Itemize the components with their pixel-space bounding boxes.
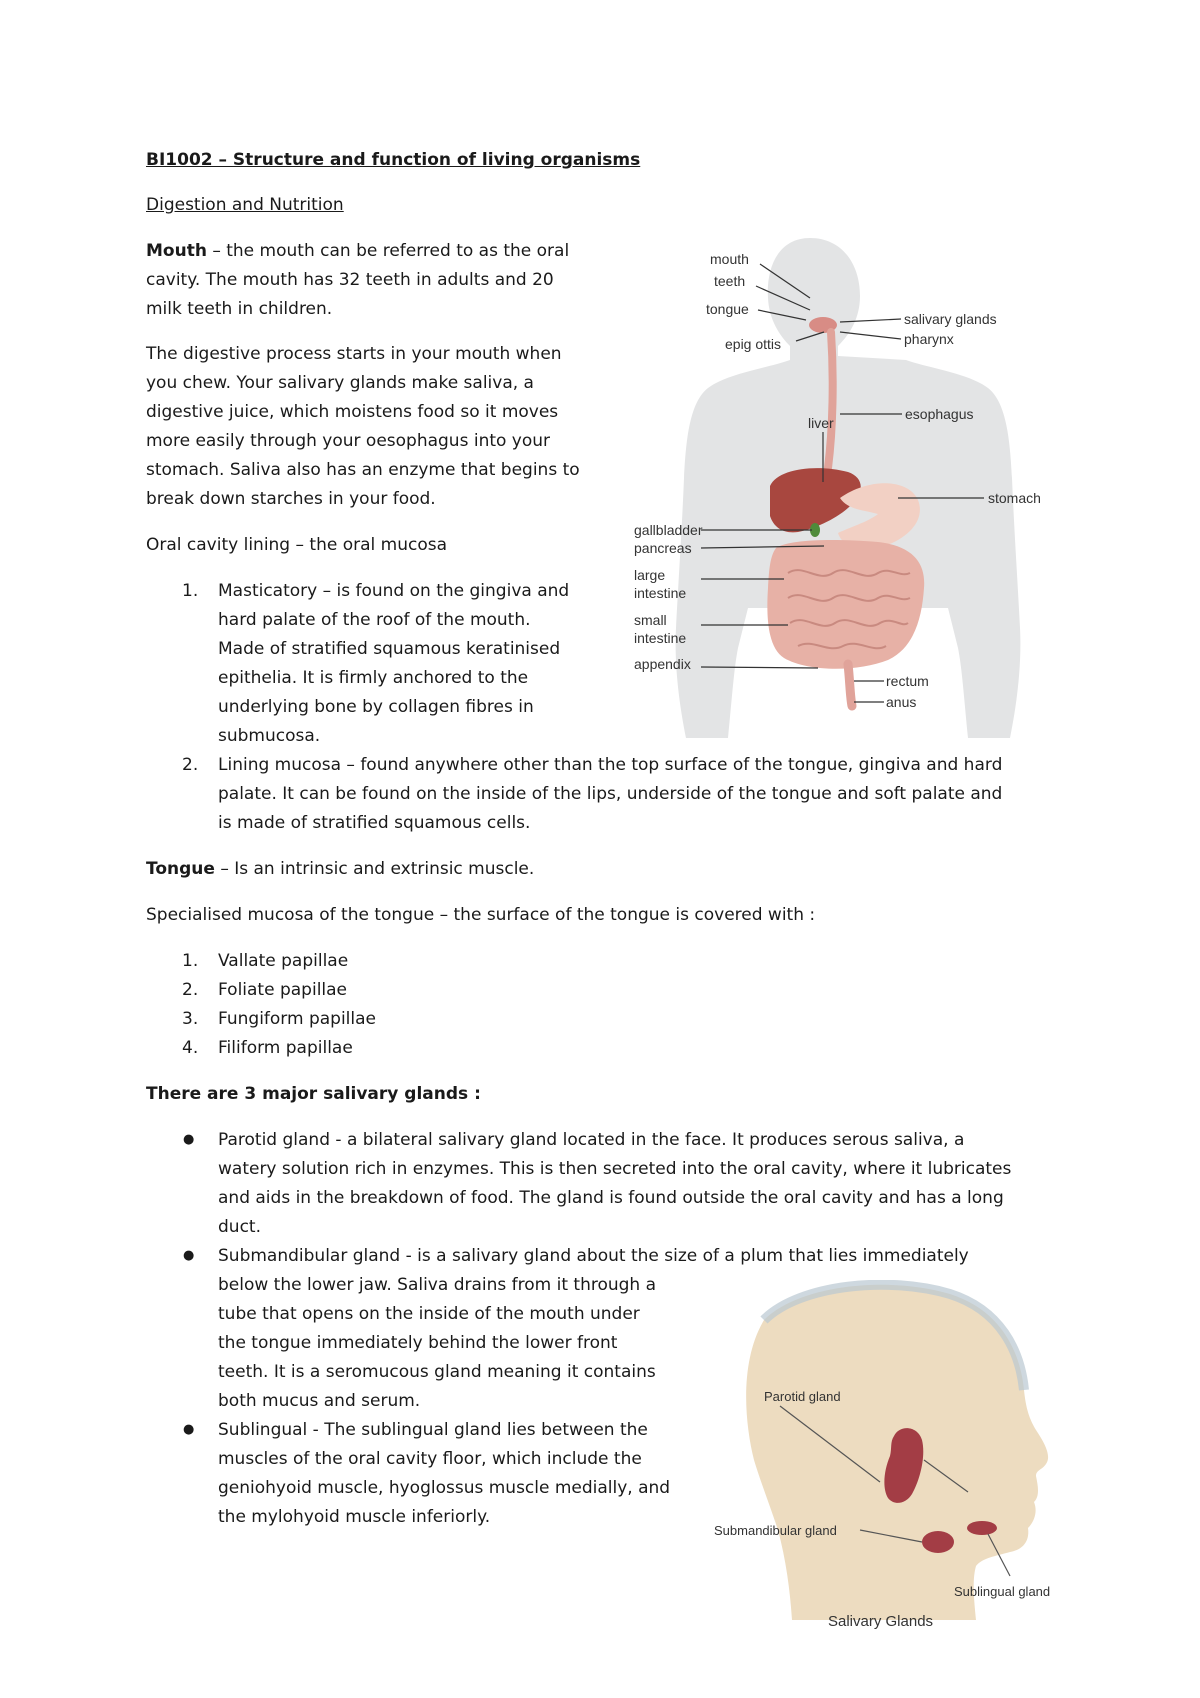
- digestive-paragraph-line: you chew. Your salivary glands make saliva, a: [146, 373, 534, 393]
- label-small: small: [634, 612, 667, 628]
- tongue-line: [146, 858, 534, 880]
- digestive-paragraph-line: stomach. Saliva also has an enzyme that begins to: [146, 460, 580, 480]
- bullet-item-line: watery solution rich in enzymes. This is then secreted into the oral cavity, where it lubricates: [218, 1159, 1012, 1179]
- digestive-paragraph-line: digestive juice, which moistens food so it moves: [146, 402, 559, 422]
- label-salivary-glands: salivary glands: [904, 311, 997, 327]
- glands-heading: There are 3 major salivary glands :: [146, 1084, 481, 1104]
- label-pharynx: pharynx: [904, 331, 954, 347]
- list-item: Vallate papillae: [218, 951, 349, 971]
- label-esophagus: esophagus: [905, 406, 974, 422]
- oral-lining-heading: Oral cavity lining – the oral mucosa: [146, 535, 448, 555]
- rectum-organ: [848, 664, 852, 706]
- label-epiglottis: epig ottis: [725, 336, 782, 352]
- bullet-item-line: duct.: [218, 1217, 261, 1237]
- list-item-line: is made of stratified squamous cells.: [218, 813, 531, 833]
- label-teeth: teeth: [714, 273, 746, 289]
- mouth-paragraph-line: milk teeth in children.: [146, 299, 333, 319]
- document-title: BI1002 – Structure and function of living organisms: [146, 150, 641, 170]
- label-rectum: rectum: [886, 673, 929, 689]
- label-stomach: stomach: [988, 490, 1041, 506]
- bullet-item-line: muscles of the oral cavity floor, which include the: [218, 1449, 642, 1469]
- label-pancreas: pancreas: [634, 540, 692, 556]
- bullet-item-line: geniohyoid muscle, hyoglossus muscle medially, and: [218, 1478, 671, 1498]
- list-number: 1.: [182, 951, 199, 971]
- bullet-item-line: Parotid gland - a bilateral salivary gland located in the face. It produces serous saliva, a: [218, 1130, 965, 1150]
- list-item-line: submucosa.: [218, 726, 321, 746]
- list-number: 3.: [182, 1009, 199, 1029]
- list-item: Fungiform papillae: [218, 1009, 376, 1029]
- list-item-line: palate. It can be found on the inside of the lips, underside of the tongue and soft palate and: [218, 784, 1003, 804]
- list-number: 1.: [182, 581, 199, 601]
- list-item-line: Lining mucosa – found anywhere other than the top surface of the tongue, gingiva and hard: [218, 755, 1003, 775]
- label-tongue: tongue: [706, 301, 749, 317]
- label-parotid-gland: Parotid gland: [764, 1389, 841, 1404]
- list-number: 2.: [182, 980, 199, 1000]
- bullet-item-line: the mylohyoid muscle inferiorly.: [218, 1507, 491, 1527]
- digestive-system-diagram: [628, 228, 1068, 738]
- label-intestine: intestine: [634, 585, 687, 601]
- sublingual-gland: [967, 1521, 997, 1535]
- mouth-paragraph-line: cavity. The mouth has 32 teeth in adults and 20: [146, 270, 554, 290]
- label-large: large: [634, 567, 666, 583]
- digestive-paragraph-line: break down starches in your food.: [146, 489, 436, 509]
- label-liver: liver: [808, 415, 834, 431]
- list-item-line: epithelia. It is firmly anchored to the: [218, 668, 529, 688]
- bullet-item-line: below the lower jaw. Saliva drains from it through a: [218, 1275, 657, 1295]
- label-sublingual-gland: Sublingual gland: [954, 1584, 1051, 1599]
- bullet-item-line: and aids in the breakdown of food. The gland is found outside the oral cavity and has a long: [218, 1188, 1004, 1208]
- list-item-line: hard palate of the roof of the mouth.: [218, 610, 531, 630]
- label-appendix: appendix: [634, 656, 691, 672]
- mouth-term: Mouth: [146, 241, 207, 261]
- bullet-icon: ●: [183, 1422, 195, 1437]
- tongue-definition: – Is an intrinsic and extrinsic muscle.: [214, 859, 535, 879]
- tongue-term: Tongue: [146, 859, 215, 879]
- list-number: 2.: [182, 755, 199, 775]
- list-item: Foliate papillae: [218, 980, 348, 1000]
- intestines-organ: [767, 540, 924, 669]
- bullet-item-line: Submandibular gland - is a salivary gland about the size of a plum that lies immediately: [218, 1246, 969, 1266]
- list-item: Filiform papillae: [218, 1038, 353, 1058]
- bullet-icon: ●: [183, 1248, 195, 1263]
- bullet-item-line: tube that opens on the inside of the mouth under: [218, 1304, 640, 1324]
- bullet-item-line: both mucus and serum.: [218, 1391, 421, 1411]
- list-number: 4.: [182, 1038, 199, 1058]
- label-intestine: intestine: [634, 630, 687, 646]
- submandibular-gland: [922, 1531, 954, 1553]
- salivary-glands-diagram: [700, 1280, 1080, 1650]
- bullet-item-line: the tongue immediately behind the lower front: [218, 1333, 618, 1353]
- digestive-paragraph-line: The digestive process starts in your mouth when: [146, 344, 562, 364]
- label-anus: anus: [886, 694, 917, 710]
- mouth-paragraph-line: [146, 240, 569, 262]
- list-item-line: underlying bone by collagen fibres in: [218, 697, 534, 717]
- bullet-item-line: Sublingual - The sublingual gland lies between the: [218, 1420, 648, 1440]
- list-item-line: Masticatory – is found on the gingiva and: [218, 581, 570, 601]
- bullet-icon: ●: [183, 1132, 195, 1147]
- label-submandibular-gland: Submandibular gland: [714, 1523, 837, 1538]
- section-heading: Digestion and Nutrition: [146, 195, 344, 215]
- mouth-definition: – the mouth can be referred to as the oral: [206, 241, 570, 261]
- bullet-item-line: teeth. It is a seromucous gland meaning it contains: [218, 1362, 656, 1382]
- digestive-paragraph-line: more easily through your oesophagus into your: [146, 431, 551, 451]
- label-gallbladder: gallbladder: [634, 522, 703, 538]
- label-mouth: mouth: [710, 251, 749, 267]
- figure-caption: Salivary Glands: [828, 1613, 934, 1630]
- specialised-mucosa-line: Specialised mucosa of the tongue – the surface of the tongue is covered with :: [146, 905, 816, 925]
- list-item-line: Made of stratified squamous keratinised: [218, 639, 561, 659]
